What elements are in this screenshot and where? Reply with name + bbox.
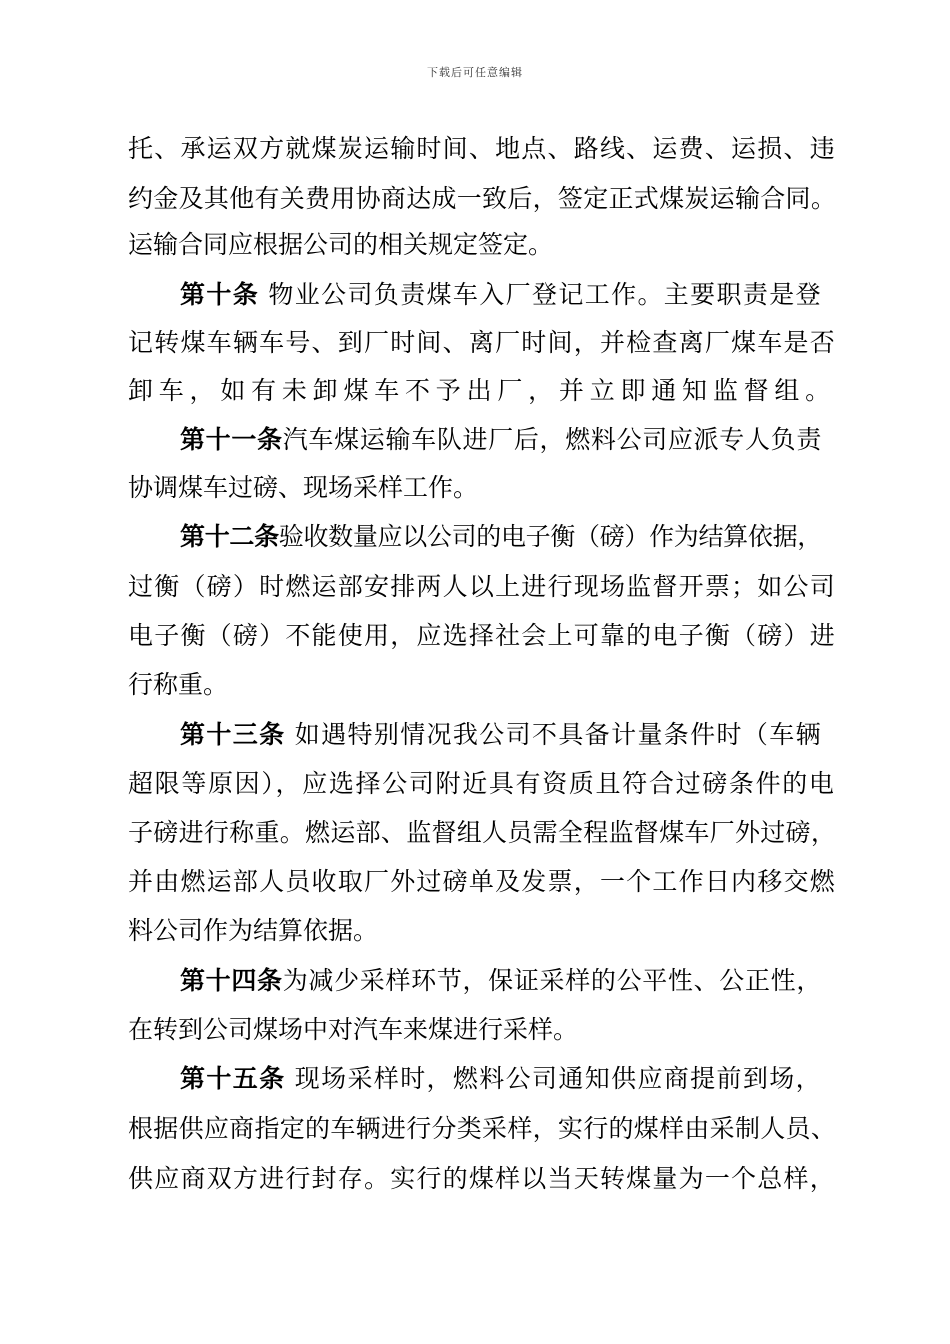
- text-line: [128, 372, 836, 410]
- article-first-line: [180, 962, 822, 1000]
- line-text: 如遇特别情况我公司不具备计量条件时（车辆: [285, 720, 822, 749]
- page-header: 下载后可任意编辑: [427, 66, 523, 79]
- line-text: 物业公司负责煤车入厂登记工作。主要职责是登: [259, 280, 822, 309]
- article-first-line: [180, 716, 822, 754]
- line-text: 料公司作为结算依据。: [128, 916, 379, 945]
- text-line: [128, 180, 836, 218]
- text-line: [128, 666, 228, 704]
- line-text: 并由燃运部人员收取厂外过磅单及发票，一个工作日内移交燃: [128, 867, 836, 896]
- line-text: 在转到公司煤场中对汽车来煤进行采样。: [128, 1015, 579, 1044]
- text-line: [128, 324, 836, 362]
- line-text: 电子衡（磅）不能使用，应选择社会上可靠的电子衡（磅）进: [128, 621, 836, 650]
- article-number: 第十二条: [180, 522, 279, 551]
- text-line: [128, 912, 378, 950]
- article-number: 第十三条: [180, 720, 286, 749]
- line-text: 过衡（磅）时燃运部安排两人以上进行现场监督开票；如公司: [128, 572, 836, 601]
- article-number: 第十四条: [180, 966, 283, 995]
- line-text: 供应商双方进行封存。实行的煤样以当天转煤量为一个总样，: [128, 1164, 836, 1193]
- article-first-line: [180, 421, 822, 459]
- line-text: 超限等原因），应选择公司附近具有资质且符合过磅条件的电: [128, 769, 836, 798]
- line-text: 验收数量应以公司的电子衡（磅）作为结算依据，: [278, 522, 822, 551]
- article-first-line: [180, 1060, 822, 1098]
- text-line: [128, 814, 836, 852]
- text-line: [128, 1160, 836, 1198]
- text-line: [128, 863, 836, 901]
- line-text: 为减少采样环节，保证采样的公平性、公正性，: [282, 966, 823, 995]
- line-text: 汽车煤运输车队进厂后，燃料公司应派专人负责: [282, 425, 823, 454]
- line-text: 协调煤车过磅、现场采样工作。: [128, 473, 479, 502]
- text-line: [128, 226, 553, 264]
- text-line: [128, 469, 478, 507]
- line-text: 记转煤车辆车号、到厂时间、离厂时间，并检查离厂煤车是否: [128, 328, 836, 357]
- line-text: 行称重。: [128, 670, 229, 699]
- line-text: 运输合同应根据公司的相关规定签定。: [128, 230, 554, 259]
- article-first-line: [180, 518, 822, 556]
- text-line: [128, 1011, 578, 1049]
- article-number: 第十五条: [180, 1064, 286, 1093]
- text-line: [128, 765, 836, 803]
- line-text: 根据供应商指定的车辆进行分类采样，实行的煤样由采制人员、: [128, 1114, 837, 1143]
- line-text: 卸车，如有未卸煤车不予出厂，并立即通知监督组。: [128, 376, 836, 405]
- article-number: 第十一条: [180, 425, 283, 454]
- text-line: [128, 617, 836, 655]
- text-line: [128, 130, 836, 168]
- text-line: [128, 568, 836, 606]
- text-line: [128, 1110, 836, 1148]
- article-first-line: [180, 276, 822, 314]
- article-number: 第十条: [180, 280, 260, 309]
- line-text: 托、承运双方就煤炭运输时间、地点、路线、运费、运损、违: [128, 134, 836, 163]
- line-text: 现场采样时，燃料公司通知供应商提前到场，: [285, 1064, 822, 1093]
- line-text: 子磅进行称重。燃运部、监督组人员需全程监督煤车厂外过磅，: [128, 818, 837, 847]
- line-text: 约金及其他有关费用协商达成一致后，签定正式煤炭运输合同。: [128, 184, 837, 213]
